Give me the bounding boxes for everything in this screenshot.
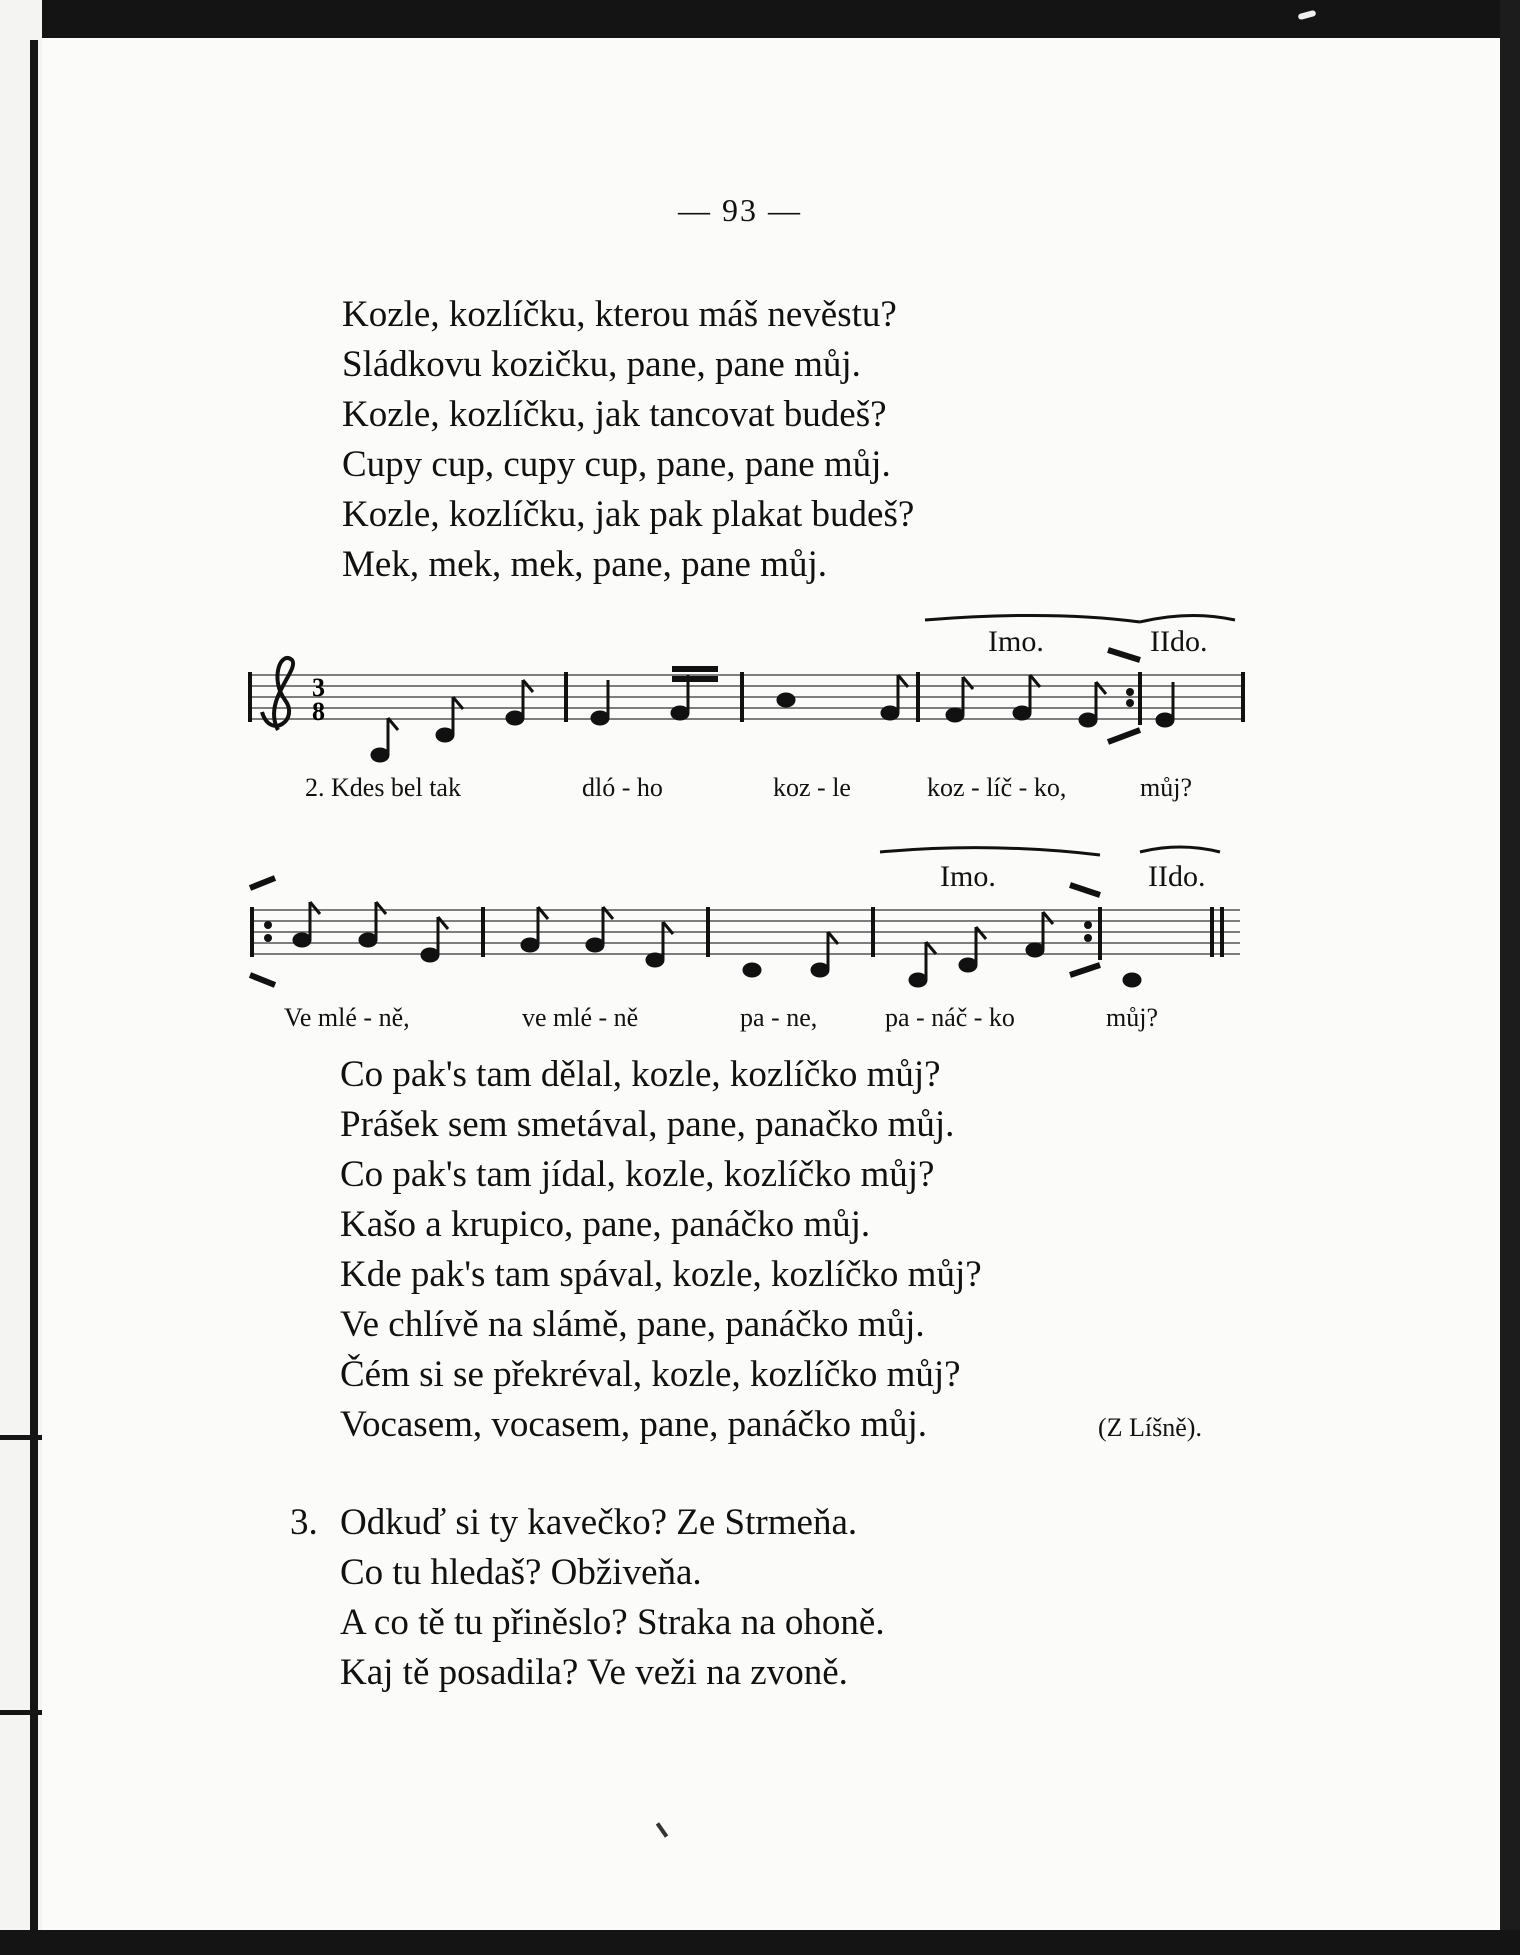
verse-line: Co pak's tam jídal, kozle, kozlíčko můj? [340, 1154, 935, 1195]
lyric-syllables: pa - ne, [740, 1003, 818, 1032]
verse-line: Odkuď si ty kavečko? Ze Strmeňa. [340, 1502, 858, 1543]
verse-line: Sládkovu kozičku, pane, pane můj. [342, 344, 861, 385]
lyric-syllables: koz - le [773, 773, 851, 802]
verse-line: Kozle, kozlíčku, jak pak plakat budeš? [342, 494, 915, 535]
verse-line: Mek, mek, mek, pane, pane můj. [342, 544, 827, 585]
lyric-syllables: můj? [1106, 1003, 1158, 1032]
verse-line: Kaj tě posadila? Ve veži na zvoně. [340, 1652, 848, 1693]
verse-line: Kde pak's tam spával, kozle, kozlíčko můj? [340, 1254, 982, 1295]
lyric-syllables: ve mlé - ně [522, 1003, 639, 1032]
stanza-two [340, 1050, 982, 1450]
verse-line: Prášek sem smetával, pane, panačko můj. [340, 1104, 955, 1145]
lyric-syllables: 2. Kdes bel tak [305, 773, 461, 802]
volta-first-label: Imo. [940, 860, 996, 893]
verse-line: Ve chlívě na slámě, pane, panáčko můj. [340, 1304, 925, 1345]
lyric-syllables: můj? [1140, 773, 1192, 802]
stanza-number: 3. [290, 1502, 318, 1543]
verse-line: A co tě tu přiněslo? Straka na ohoně. [340, 1602, 885, 1643]
volta-second-label: IIdo. [1150, 625, 1208, 658]
verse-line: Cupy cup, cupy cup, pane, pane můj. [342, 444, 891, 485]
source-note: (Z Líšně). [1098, 1413, 1202, 1442]
lyric-syllables: koz - líč - ko, [927, 773, 1067, 802]
verse-line: Kozle, kozlíčku, jak tancovat budeš? [342, 394, 887, 435]
verse-line: Vocasem, vocasem, pane, panáčko můj. [340, 1404, 928, 1445]
volta-first-label: Imo. [988, 625, 1044, 658]
lyric-syllables: dló - ho [582, 773, 663, 802]
volta-second-label: IIdo. [1148, 860, 1206, 893]
svg-text:8: 8 [312, 697, 325, 726]
verse-line: Co tu hledaš? Obživeňa. [340, 1552, 702, 1593]
verse-line: Kašo a krupico, pane, panáčko můj. [340, 1204, 871, 1245]
svg-text:3: 3 [312, 673, 325, 702]
verse-line: Kozle, kozlíčku, kterou máš nevěstu? [342, 294, 897, 335]
stanza-three [340, 1498, 885, 1698]
lyric-syllables: pa - náč - ko [885, 1003, 1015, 1032]
lyric-syllables: Ve mlé - ně, [284, 1003, 410, 1032]
page-number: — 93 — [678, 192, 802, 228]
verse-line: Co pak's tam dělal, kozle, kozlíčko můj? [340, 1054, 941, 1095]
verse-line: Čém si se překréval, kozle, kozlíčko můj? [340, 1354, 961, 1395]
